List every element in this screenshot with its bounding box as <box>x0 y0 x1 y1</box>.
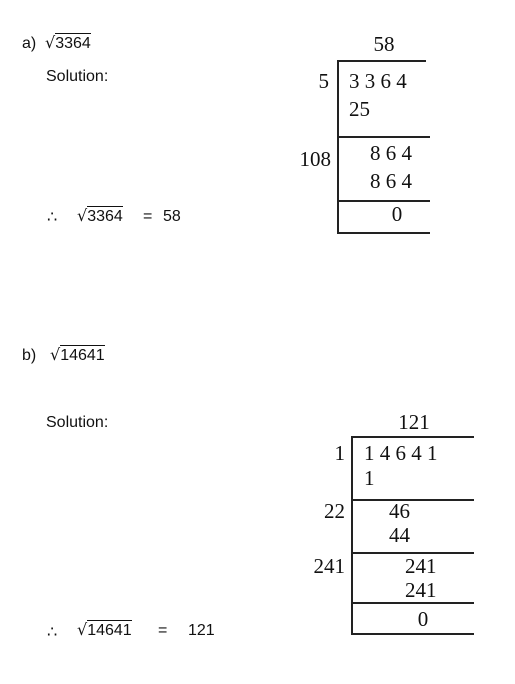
final-rule <box>351 633 474 635</box>
problem-b-solution-label: Solution: <box>46 414 109 431</box>
divisor: 108 <box>299 147 331 171</box>
final-rule <box>337 232 430 234</box>
problem-b-result: 121 <box>188 622 215 639</box>
product: 241 <box>405 578 437 602</box>
product: 1 <box>364 466 375 490</box>
problem-b-sqrt <box>50 345 105 365</box>
divisor: 22 <box>324 499 345 523</box>
division-bracket <box>351 436 353 634</box>
division-bracket <box>337 60 339 233</box>
problem-a-label: a) <box>22 35 37 52</box>
problem-a-therefore: ∴ <box>47 209 58 226</box>
remainder: 0 <box>417 607 429 631</box>
product: 25 <box>349 97 370 121</box>
step-rule <box>337 136 430 138</box>
quotient-rule <box>351 436 474 438</box>
divisor: 1 <box>334 441 345 465</box>
problem-a-solution-label: Solution: <box>46 68 109 85</box>
problem-a-conclusion-sqrt <box>77 206 123 226</box>
divisor: 5 <box>318 69 329 93</box>
step-rule <box>351 499 474 501</box>
remainder: 0 <box>391 202 403 226</box>
problem-a-result: 58 <box>163 208 181 225</box>
sqrt-icon: √ <box>77 206 88 225</box>
sqrt-icon: √ <box>50 345 61 364</box>
problem-a-conclusion-radicand: 3364 <box>87 208 123 225</box>
problem-a-radicand: 3364 <box>55 35 91 52</box>
product: 44 <box>389 523 410 547</box>
quotient: 58 <box>373 32 395 56</box>
dividend: 8 6 4 <box>370 141 412 165</box>
problem-b-therefore: ∴ <box>47 624 58 641</box>
dividend: 3 3 6 4 <box>349 69 407 93</box>
problem-a-sqrt <box>45 33 91 53</box>
quotient-rule <box>337 60 426 62</box>
dividend: 241 <box>405 554 437 578</box>
step-rule <box>337 200 430 202</box>
problem-b-equals: = <box>158 622 168 639</box>
dividend: 1 4 6 4 1 <box>364 441 438 465</box>
sqrt-icon: √ <box>77 620 88 639</box>
divisor: 241 <box>313 554 345 578</box>
problem-b-radicand: 14641 <box>60 347 105 364</box>
quotient: 121 <box>398 410 430 434</box>
problem-b-conclusion-radicand: 14641 <box>87 622 132 639</box>
problem-b-conclusion-sqrt <box>77 620 132 640</box>
problem-a-equals: = <box>143 208 153 225</box>
problem-b-label: b) <box>22 347 37 364</box>
sqrt-icon: √ <box>45 33 56 52</box>
dividend: 46 <box>389 499 410 523</box>
product: 8 6 4 <box>370 169 412 193</box>
step-rule <box>351 602 474 604</box>
